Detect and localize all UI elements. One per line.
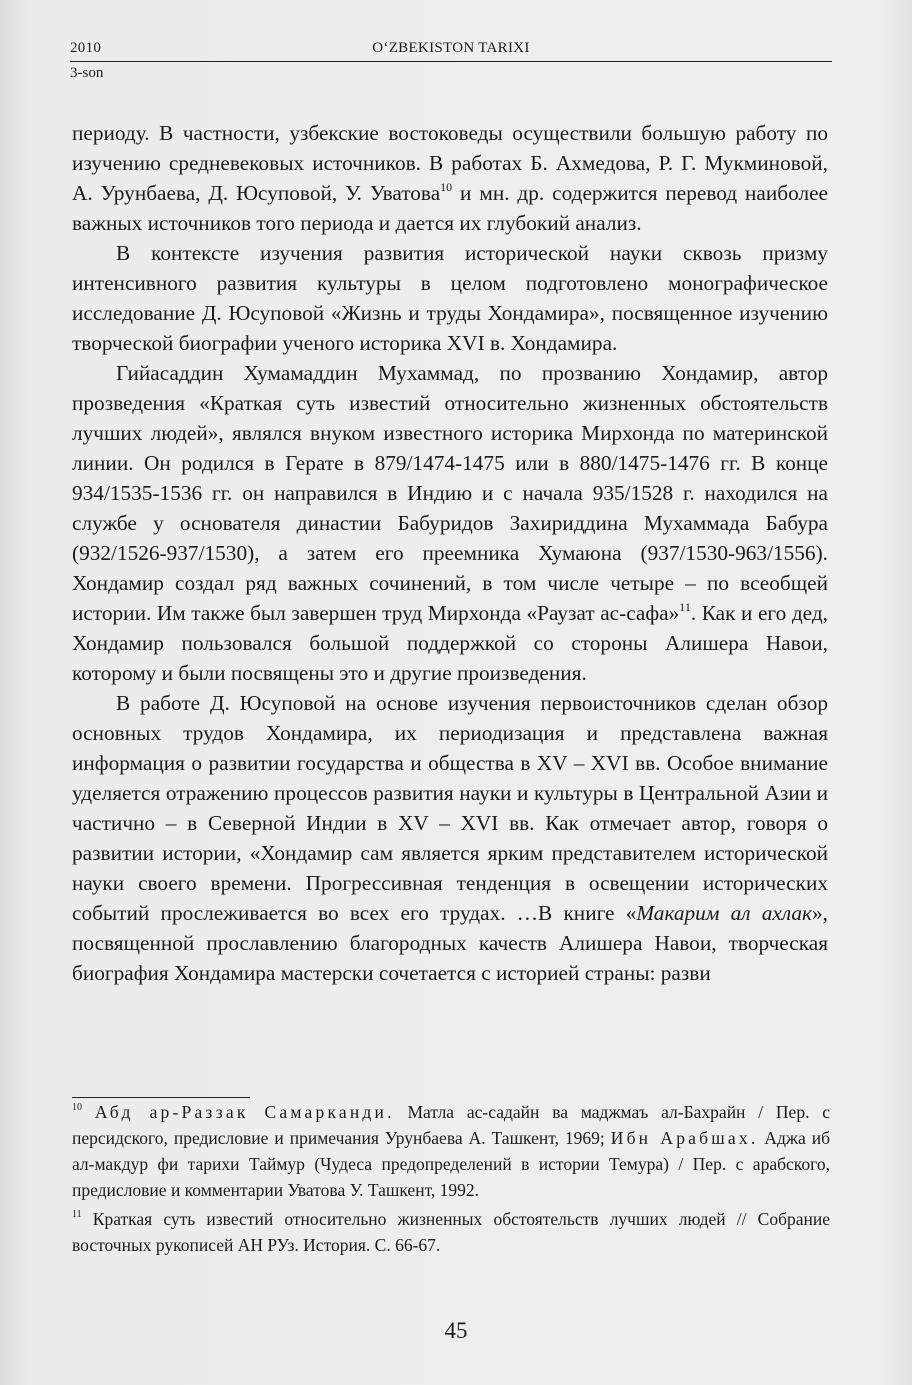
footnotes <box>72 1099 830 1261</box>
footnote-author-2: Ибн Арабшах. <box>610 1128 759 1148</box>
header-rule <box>70 61 832 62</box>
footnote-ref-11: 11 <box>679 600 691 614</box>
header-journal-title: O‘ZBEKISTON TARIXI <box>372 40 530 56</box>
paragraph-3: Гийасаддин Хумамаддин Мухаммад, по прозванию Хондамир, автор прозведения «Краткая суть известий относительно жизненных обстоятельств лучших людей», являлся внуком известного историка Мирхонда по материнской линии. Он родился в Герате в 879/1474-1475 или в 880/1475-1476 гг. В конце 934/1535-1536 гг. он направился в Индию и с начала 935/1528 г. находился на службе у основателя династии Бабуридов Захириддина Мухаммада Бабура (932/1526-937/1530), а затем его преемника Хумаюна (937/1530-963/1556). Хондамир создал ряд важных сочинений, в том числе четыре – по всеобщей истории. Им также был завершен труд Мирхонда «Раузат ас-сафа»$^{11}$. Как и его дед, Хондамир пользовался большой поддержкой со стороны Алишера Навои, которому и были посвящены это и другие произведения. <box>72 361 829 685</box>
footnote-rule <box>72 1097 250 1098</box>
running-header <box>70 40 832 57</box>
header-year: 2010 <box>70 40 102 56</box>
footnote-10: $^{10}$ Абд ар-Раззак Самарканди. Матла ас-садайн ва маджмаъ ал-Бахрайн / Пер. с персидского, предисловие и примечания Урунбаева А. Ташкент, 1969; Ибн Арабшах. Аджа иб ал-макдур фи тарихи Таймур (Чудеса предопределений в истории Темура) / Пер. с арабского, предисловие и комментарии Уватова У. Ташкент, 1992. <box>72 1102 831 1200</box>
header-issue: 3-son <box>70 65 104 81</box>
footnote-ref-10: 10 <box>440 180 453 194</box>
paragraph-2: В контексте изучения развития исторической науки сквозь призму интенсивного развития культуры в целом подготовлено монографическое исследование Д. Юсуповой «Жизнь и труды Хондамира», посвященное изучению творческой биографии ученого историка XVI в. Хондамира. <box>72 241 828 355</box>
footnote-author: Абд ар-Раззак Самарканди. <box>94 1102 395 1122</box>
paragraph-1: периоду. В частности, узбекские востоковеды осуществили большую работу по изучению средневековых источников. В работах Б. Ахмедова, Р. Г. Мукминовой, А. Урунбаева, Д. Юсуповой, У. Уватова$^{10}$ и мн. др. содержится перевод наиболее важных источников того периода и дается их глубокий анализ. <box>72 121 828 235</box>
page-number: 45 <box>444 1318 468 1343</box>
paragraph-4: В работе Д. Юсуповой на основе изучения первоисточников сделан обзор основных трудов Хондамира, их периодизация и представлена важная информация о развитии государства и общества в XV – XVI вв. Особое внимание уделяется отражению процессов развития науки и культуры в Центральной Азии и частично – в Северной Индии в XV – XVI вв. Как отмечает автор, говоря о развитии истории, «Хондамир сам является ярким представителем исторической науки своего времени. Прогрессивная тенденция в освещении исторических событий прослеживается во всех его трудах. …В книге «Макарим ал ахлак», посвященной прославлению благородных качеств Алишера Навои, творческая биография Хондамира мастерски сочетается с историей страны: разви <box>72 691 828 985</box>
book-title-italic: Макарим ал ахлак <box>636 901 813 925</box>
main-text <box>72 118 828 988</box>
footnote-11: $^{11}$ Краткая суть известий относительно жизненных обстоятельств лучших людей // Собрание восточных рукописей АН РУз. История. С. 66-67. <box>72 1209 830 1255</box>
